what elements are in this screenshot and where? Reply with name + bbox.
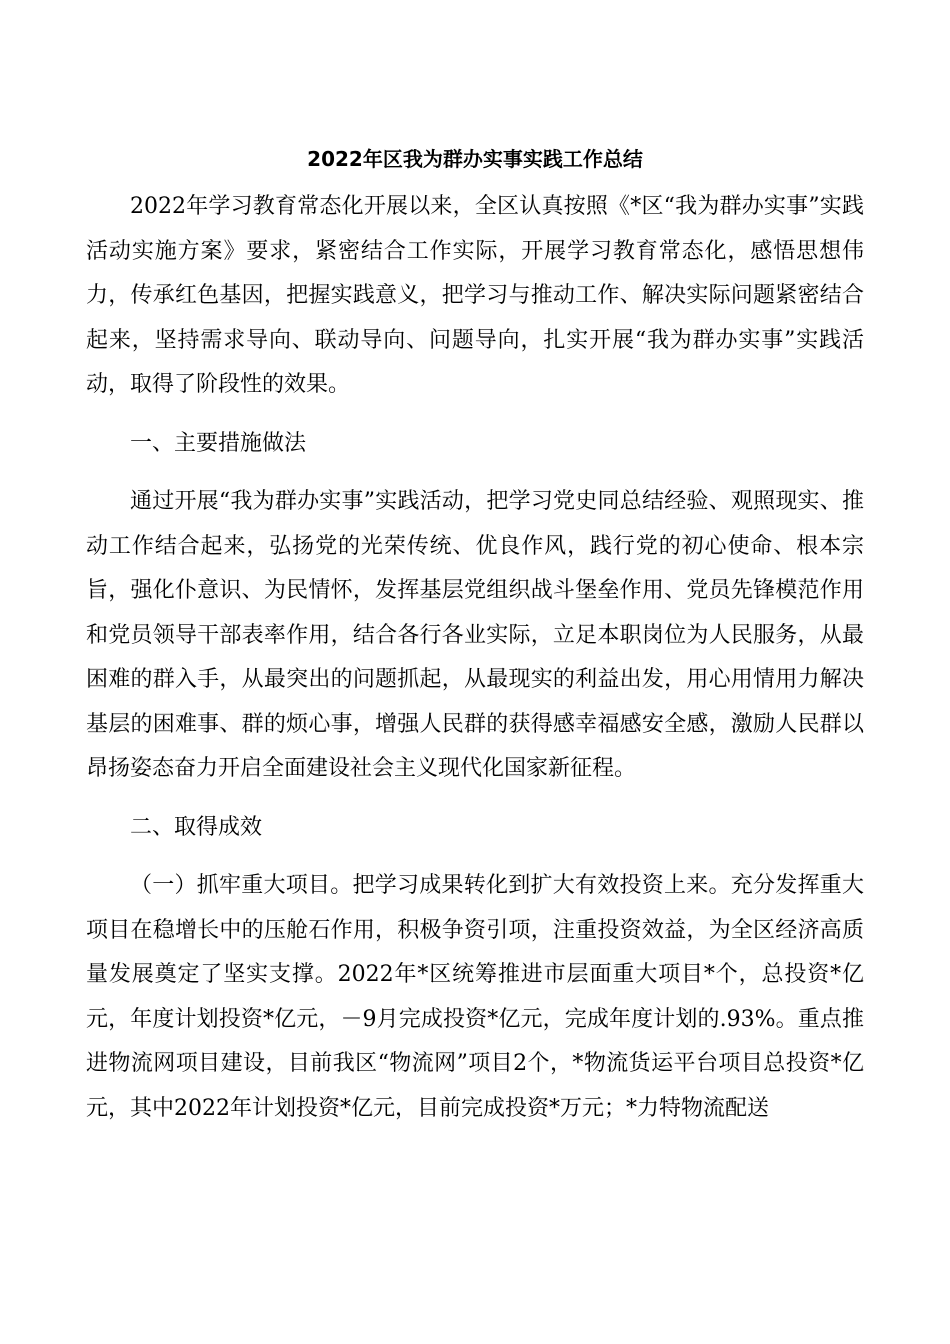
document-page — [86, 0, 864, 1344]
spacer — [86, 850, 864, 864]
spacer — [86, 466, 864, 480]
section-heading-measures: 一、主要措施做法 — [130, 430, 307, 456]
section-paragraph-major-projects: （一）抓牢重大项目。把学习成果转化到扩大有效投资上来。充分发挥重大项目在稳增长中的压舱石作用，积极争资引项，注重投资效益，为全区经济高质量发展奠定了坚实支撑。2022年*区统筹推进市层面重大项目*个，总投资*亿元，年度计划投资*亿元，－9月完成投资*亿元，完成年度计划的.93%。重点推进物流网项目建设，目前我区“物流网”项目2个，*物流货运平台项目总投资*亿元，其中2022年计划投资*亿元，目前完成投资*万元；*力特物流配送 — [86, 873, 864, 1121]
intro-paragraph: 2022年学习教育常态化开展以来，全区认真按照《*区“我为群办实事”实践活动实施方案》要求，紧密结合工作实际，开展学习教育常态化，感悟思想伟力，传承红色基因，把握实践意义，把学习与推动工作、解决实际问题紧密结合起来，坚持需求导向、联动导向、问题导向，扎实开展“我为群办实事”实践活动，取得了阶段性的效果。 — [86, 194, 864, 397]
document-title: 2022年区我为群办实事实践工作总结 — [307, 147, 643, 171]
section-heading-results: 二、取得成效 — [130, 814, 263, 840]
spacer — [86, 792, 864, 806]
spacer — [86, 408, 864, 422]
section-paragraph-measures: 通过开展“我为群办实事”实践活动，把学习党史同总结经验、观照现实、推动工作结合起来，弘扬党的光荣传统、优良作风，践行党的初心使命、根本宗旨，强化仆意识、为民情怀，发挥基层党组织战斗堡垒作用、党员先锋模范作用和党员领导干部表率作用，结合各行各业实际，立足本职岗位为人民服务，从最困难的群入手，从最突出的问题抓起，从最现实的利益出发，用心用情用力解决基层的困难事、群的烦心事，增强人民群的获得感幸福感安全感，激励人民群以昂扬姿态奋力开启全面建设社会主义现代化国家新征程。 — [86, 489, 864, 781]
